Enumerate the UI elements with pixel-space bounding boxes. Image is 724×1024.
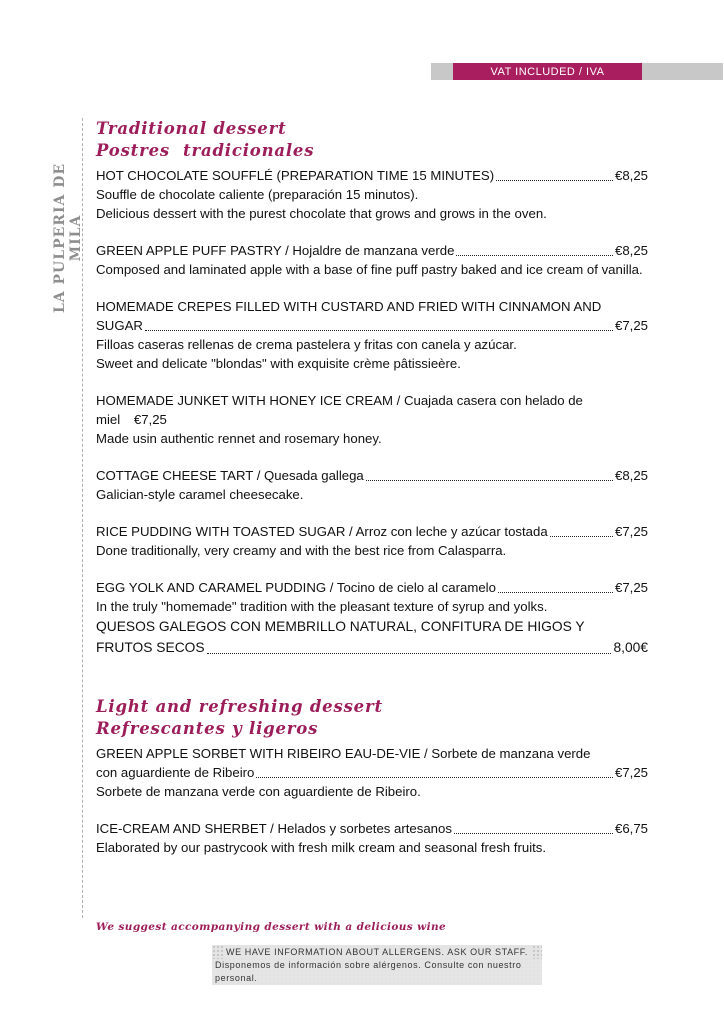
section-heading <box>96 118 648 162</box>
leader-dots <box>496 180 613 181</box>
menu-item <box>96 241 648 279</box>
leader-dots <box>366 480 613 481</box>
leader-dots <box>456 255 613 256</box>
leader-dots <box>454 833 613 834</box>
item-name: COTTAGE CHEESE TART / Quesada gallega <box>96 468 364 483</box>
leader-dots <box>256 777 613 778</box>
item-price: 8,00€ <box>613 640 648 655</box>
leader-dots <box>145 330 613 331</box>
item-description: Filloas caseras rellenas de crema pastelera y fritas con canela y azúcar. <box>96 337 517 352</box>
menu-item <box>96 522 648 560</box>
menu-item <box>96 744 648 801</box>
section-title-es: Refrescantes y ligeros <box>96 719 319 738</box>
item-description: Sweet and delicate "blondas" with exquisite crème pâtissieère. <box>96 356 461 371</box>
leader-dots <box>207 653 612 654</box>
item-description: Souffle de chocolate caliente (preparación 15 minutos). <box>96 187 419 202</box>
leader-dots <box>550 536 613 537</box>
section-title-es: Postres tradicionales <box>96 141 315 160</box>
allergen-notice-en: WE HAVE INFORMATION ABOUT ALLERGENS. ASK OUR STAFF. <box>223 946 531 959</box>
item-name: HOMEMADE JUNKET WITH HONEY ICE CREAM / Cuajada casera con helado de <box>96 393 583 408</box>
menu-item <box>96 166 648 223</box>
menu-item <box>96 297 648 373</box>
item-name: ICE-CREAM AND SHERBET / Helados y sorbetes artesanos <box>96 821 452 836</box>
item-name-continued: FRUTOS SECOS <box>96 640 205 655</box>
item-name: GREEN APPLE SORBET WITH RIBEIRO EAU-DE-VIE / Sorbete de manzana verde <box>96 746 591 761</box>
item-name-continued: con aguardiente de Ribeiro <box>96 765 255 780</box>
item-description: Composed and laminated apple with a base of fine puff pastry baked and ice cream of vanilla. <box>96 262 643 277</box>
item-name: RICE PUDDING WITH TOASTED SUGAR / Arroz con leche y azúcar tostada <box>96 524 548 539</box>
item-name: HOMEMADE CREPES FILLED WITH CUSTARD AND FRIED WITH CINNAMON AND <box>96 299 602 314</box>
item-description: Sorbete de manzana verde con aguardiente de Ribeiro. <box>96 784 421 799</box>
item-name: HOT CHOCOLATE SOUFFLÉ (PREPARATION TIME 15 MINUTES) <box>96 168 495 183</box>
item-price: €7,25 <box>614 580 648 595</box>
item-description: Delicious dessert with the purest chocolate that grows and grows in the oven. <box>96 206 547 221</box>
item-price: €8,25 <box>614 168 648 183</box>
section-light-refreshing-dessert <box>96 696 648 857</box>
item-price: €6,75 <box>614 821 648 836</box>
item-description: Elaborated by our pastrycook with fresh milk cream and seasonal fresh fruits. <box>96 840 547 855</box>
leader-dots <box>498 592 613 593</box>
allergen-notice-es: Disponemos de información sobre alérgenos. Consulte con nuestro personal. <box>212 959 542 985</box>
menu-item <box>96 391 648 448</box>
menu-item <box>96 578 648 658</box>
section-title-en: Traditional dessert <box>96 119 287 138</box>
item-name: EGG YOLK AND CARAMEL PUDDING / Tocino de cielo al caramelo <box>96 580 496 595</box>
side-logo-line2: MILA <box>68 214 84 262</box>
menu-item <box>96 819 648 857</box>
item-price: €7,25 <box>614 318 648 333</box>
item-name-row <box>96 241 648 260</box>
item-name-row <box>96 522 648 541</box>
wine-suggestion: We suggest accompanying dessert with a delicious wine <box>96 921 447 933</box>
item-description: Done traditionally, very creamy and with the best rice from Calasparra. <box>96 543 507 558</box>
item-name-continued: SUGAR <box>96 318 143 333</box>
vat-label: VAT INCLUDED / IVA <box>453 63 642 80</box>
item-name-continued: miel <box>96 412 121 427</box>
item-name-row <box>96 637 648 658</box>
item-description: Galician-style caramel cheesecake. <box>96 487 304 502</box>
menu-content <box>96 118 648 883</box>
side-logo <box>52 158 84 318</box>
item-price: €8,25 <box>614 468 648 483</box>
item-description: Made usin authentic rennet and rosemary honey. <box>96 431 382 446</box>
item-price: €7,25 <box>133 412 167 427</box>
section-title-en: Light and refreshing dessert <box>96 697 383 716</box>
item-name-row <box>96 466 648 485</box>
item-price: €8,25 <box>614 243 648 258</box>
item-name: QUESOS GALEGOS CON MEMBRILLO NATURAL, CONFITURA DE HIGOS Y <box>96 619 585 634</box>
item-name: GREEN APPLE PUFF PASTRY / Hojaldre de manzana verde <box>96 243 455 258</box>
section-heading <box>96 696 648 740</box>
menu-item <box>96 466 648 504</box>
item-name-row <box>96 578 648 597</box>
side-logo-line1: LA PULPERIA DE <box>52 162 68 314</box>
section-traditional-dessert <box>96 118 648 658</box>
item-name-row <box>96 410 648 429</box>
item-price: €7,25 <box>614 524 648 539</box>
allergen-notice <box>212 945 542 985</box>
item-name-row <box>96 763 648 782</box>
item-name-row <box>96 316 648 335</box>
item-name-row <box>96 166 648 185</box>
item-price: €7,25 <box>614 765 648 780</box>
item-name-row <box>96 819 648 838</box>
item-description: In the truly "homemade" tradition with the pleasant texture of syrup and yolks. <box>96 599 548 614</box>
